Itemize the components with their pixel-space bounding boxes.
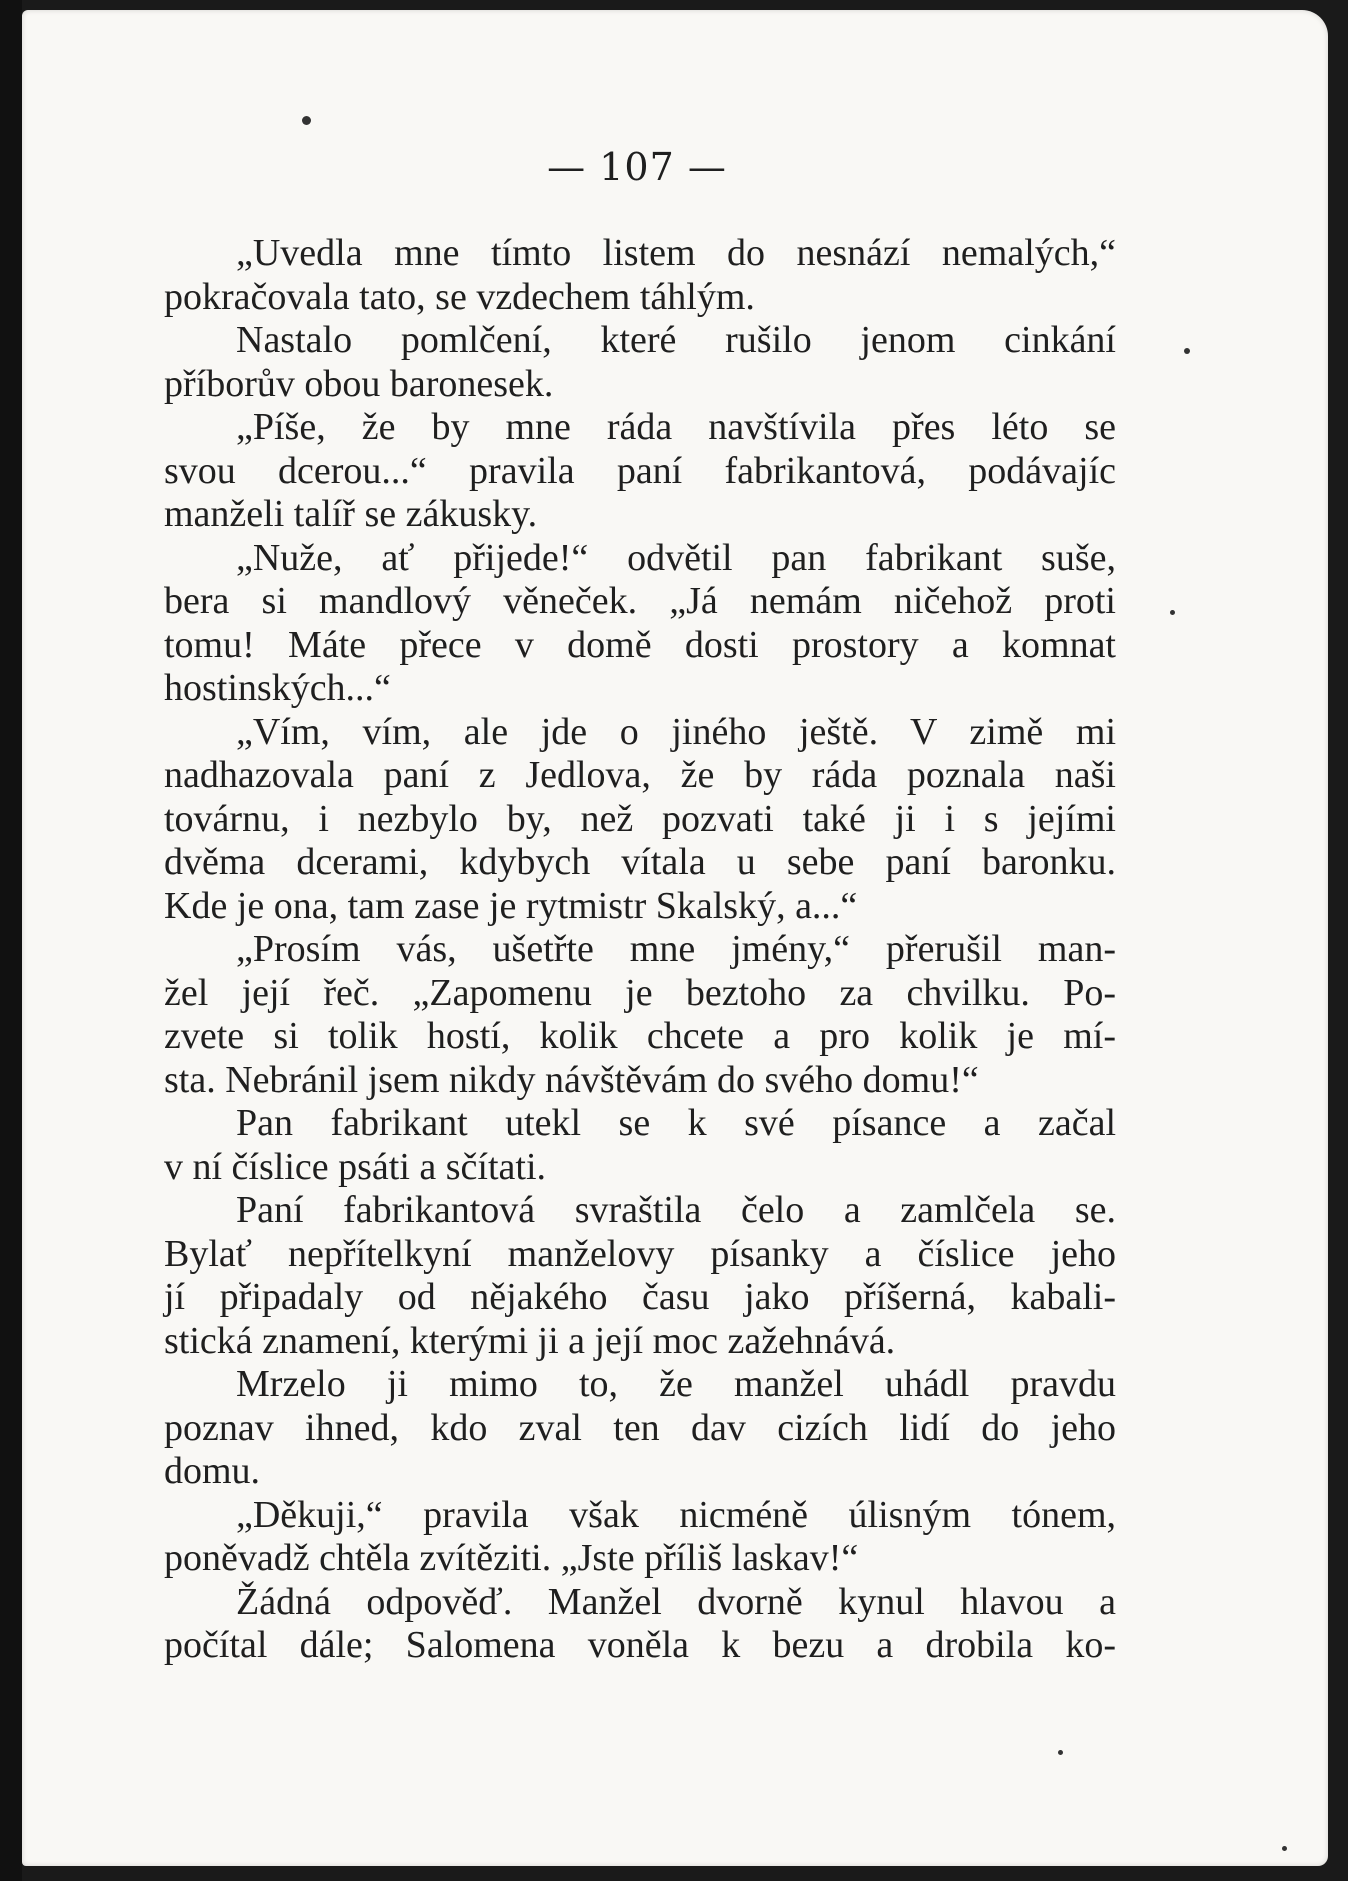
text-line: „Prosím vás, ušetřte mne jmény,“ přerušil man- (236, 928, 1116, 970)
text-line: „Vím, vím, ale jde o jiného ještě. V zimě mi (236, 710, 1116, 753)
speck-mark (1184, 348, 1190, 354)
speck-mark (1282, 1846, 1287, 1851)
text-line: Žádná odpověď. Manžel dvorně kynul hlavou a (236, 1580, 1116, 1623)
text-line: Mrzelo ji mimo to, že manžel uhádl pravdu (236, 1363, 1116, 1405)
text-line: „Uvedla mne tímto listem do nesnází nemalých,“ (236, 232, 1116, 274)
text-line: svou dcerou...“ pravila paní fabrikantová, podávajíc (164, 449, 1116, 492)
body-text (164, 232, 1116, 1668)
text-line: žel její řeč. „Zapomenu je beztoho za chvilku. Po- (164, 971, 1116, 1014)
text-line: počítal dále; Salomena voněla k bezu a drobila ko- (164, 1624, 1116, 1666)
speck-mark (1170, 610, 1175, 615)
speck-mark (1058, 1750, 1063, 1755)
text-line: továrnu, i nezbylo by, než pozvati také ji i s jejími (164, 797, 1116, 840)
text-line: stická znamení, kterými ji a její moc zažehnává. (164, 1319, 896, 1362)
text-line: Pan fabrikant utekl se k své písance a začal (236, 1102, 1116, 1144)
text-line: Bylať nepřítelkyní manželovy písanky a číslice jeho (164, 1232, 1116, 1275)
text-line: poznav ihned, kdo zval ten dav cizích lidí do jeho (164, 1406, 1116, 1449)
text-line: sta. Nebránil jsem nikdy návštěvám do svého domu!“ (164, 1058, 979, 1101)
text-line: jí připadaly od nějakého času jako příšerná, kabali- (164, 1276, 1116, 1318)
text-line: pokračovala tato, se vzdechem táhlým. (164, 275, 755, 318)
book-page (22, 10, 1328, 1866)
text-line: nadhazovala paní z Jedlova, že by ráda poznala naši (164, 754, 1116, 796)
text-line: Nastalo pomlčení, které rušilo jenom cinkání (236, 319, 1116, 361)
text-line: bera si mandlový věneček. „Já nemám ničehož proti (164, 580, 1116, 622)
text-line: hostinských...“ (164, 667, 391, 709)
text-line: poněvadž chtěla zvítěziti. „Jste příliš laskav!“ (164, 1537, 859, 1579)
text-line: v ní číslice psáti a sčítati. (164, 1145, 547, 1188)
text-line: zvete si tolik hostí, kolik chcete a pro kolik je mí- (164, 1015, 1116, 1057)
text-line: manželi talíř se zákusky. (164, 493, 538, 535)
text-line: Kde je ona, tam zase je rytmistr Skalský, a...“ (164, 884, 858, 927)
text-line: „Děkuji,“ pravila však nicméně úlisným tónem, (236, 1493, 1116, 1536)
binding-edge (0, 0, 22, 1881)
text-line: „Nuže, ať přijede!“ odvětil pan fabrikant suše, (236, 536, 1116, 579)
text-line: dvěma dcerami, kdybych vítala u sebe paní baronku. (164, 841, 1116, 883)
text-line: „Píše, že by mne ráda navštívila přes léto se (236, 406, 1116, 448)
text-line: příborův obou baronesek. (164, 362, 554, 405)
speck-mark (302, 116, 311, 125)
text-line: Paní fabrikantová svraštila čelo a zamlčela se. (236, 1189, 1116, 1231)
page-number: — 107 — (547, 145, 727, 189)
text-line: domu. (164, 1450, 261, 1492)
text-line: tomu! Máte přece v domě dosti prostory a komnat (164, 623, 1116, 666)
